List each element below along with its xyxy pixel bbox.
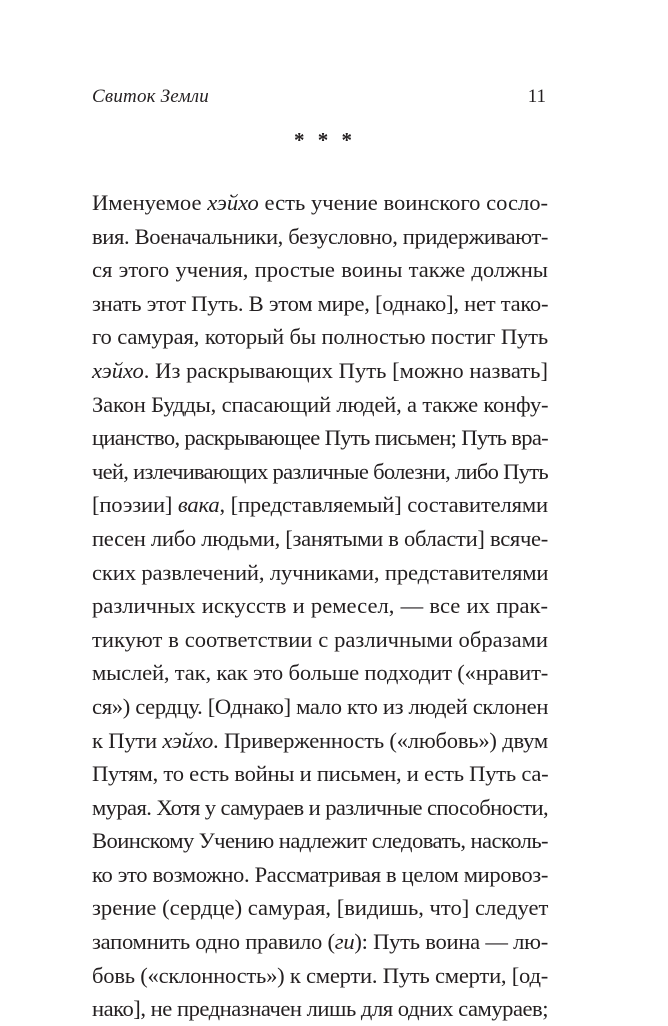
text-run: ских развлечений, лучниками, представителями xyxy=(92,559,549,585)
italic-term: хэйхо xyxy=(92,357,144,383)
text-run: Закон Будды, спасающий людей, а также конфу- xyxy=(92,391,549,417)
text-run: к Пути xyxy=(92,727,163,753)
italic-term: ги xyxy=(334,929,355,955)
text-run: . Из раскрывающих Путь [можно назвать] xyxy=(143,357,548,383)
italic-term: вака xyxy=(177,492,220,518)
text-line xyxy=(92,791,548,825)
text-line xyxy=(92,589,548,623)
text-run: песен либо людьми, [занятыми в области] всяче- xyxy=(92,525,549,551)
body-text xyxy=(92,186,548,1026)
text-run: ): Путь воина — лю- xyxy=(354,929,549,955)
text-run: чей, излечивающих различные болезни, либо Путь xyxy=(92,458,548,484)
text-run: мыслей, так, как это больше подходит («нравит- xyxy=(92,660,549,686)
text-run: ся») сердцу. [Однако] мало кто из людей склонен xyxy=(92,693,549,719)
text-line xyxy=(92,522,548,556)
italic-term: хэйхо xyxy=(162,727,214,753)
text-line xyxy=(92,354,548,388)
text-run: бовь («склонность») к смерти. Путь смерти, [од- xyxy=(92,962,549,988)
text-run: ся этого учения, простые воины также должны xyxy=(92,257,548,283)
text-line xyxy=(92,824,548,858)
text-run: вия. Военачальники, безусловно, придерживают- xyxy=(92,223,548,249)
text-line xyxy=(92,320,548,354)
text-run: знать этот Путь. В этом мире, [однако], нет тако- xyxy=(92,290,549,316)
text-run: Путям, то есть войны и письмен, и есть Путь са- xyxy=(92,761,549,787)
text-run: зрение (сердце) самурая, [видишь, что] следует xyxy=(92,895,549,921)
text-line xyxy=(92,220,548,254)
text-line xyxy=(92,287,548,321)
text-run: го самурая, который бы полностью постиг Путь xyxy=(92,324,548,350)
text-line xyxy=(92,891,548,925)
text-line xyxy=(92,656,548,690)
text-line xyxy=(92,186,548,220)
page-number: 11 xyxy=(527,86,546,107)
text-line xyxy=(92,992,548,1026)
text-run: запомнить одно правило ( xyxy=(92,929,335,955)
text-line xyxy=(92,388,548,422)
section-separator: * * * xyxy=(294,128,356,152)
text-line xyxy=(92,724,548,758)
text-run: различных искусств и ремесел, — все их прак- xyxy=(92,593,548,619)
text-run: Именуемое xyxy=(92,190,208,215)
text-line xyxy=(92,959,548,993)
running-head: Свиток Земли xyxy=(92,86,209,107)
text-line xyxy=(92,757,548,791)
text-run: мурая. Хотя у самураев и различные способности, xyxy=(92,794,548,820)
text-line xyxy=(92,690,548,724)
text-line xyxy=(92,623,548,657)
text-line xyxy=(92,488,548,522)
text-run: [поэзии] xyxy=(92,492,178,518)
text-run: есть учение воинского сосло- xyxy=(258,190,548,215)
text-run: нако], не предназначен лишь для одних самураев; xyxy=(92,996,548,1022)
text-run: , [представляемый] составителями xyxy=(219,492,548,518)
text-run: Воинскому Учению надлежит следовать, насколь- xyxy=(92,828,548,854)
text-line xyxy=(92,925,548,959)
text-run: . Приверженность («любовь») двум xyxy=(213,727,549,753)
text-line xyxy=(92,253,548,287)
italic-term: хэйхо xyxy=(207,190,259,215)
text-line xyxy=(92,556,548,590)
text-run: цианство, раскрывающее Путь письмен; Путь вра- xyxy=(92,425,548,451)
text-line xyxy=(92,455,548,489)
text-line xyxy=(92,858,548,892)
text-run: ко это возможно. Рассматривая в целом мировоз- xyxy=(92,861,548,887)
text-line xyxy=(92,421,548,455)
text-run: тикуют в соответствии с различными образами xyxy=(92,626,548,652)
